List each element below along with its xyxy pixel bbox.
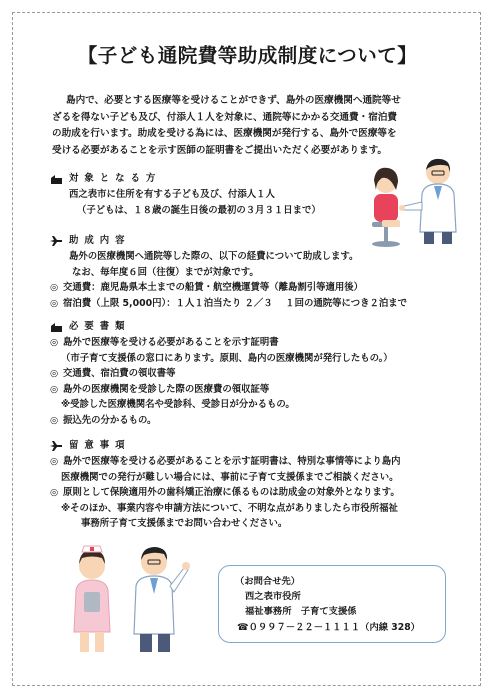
note-item: ※そのほか、事業内容や申請方法について、不明な点がありましたら市役所福祉 [61,502,398,514]
document-item-text: 振込先の分かるもの。 [63,414,157,426]
section-heading [50,318,470,335]
contact-phone: ☎０９９７－２２－１１１１（内線 328） [237,621,420,633]
intro-line: 受ける必要があることを示す医師の証明書をご提出いただく必要があります。 [52,144,388,156]
intro-line: ざるを得ない子ども及び、付添人１人を対象に、通院等にかかる交通費・宿泊費 [52,111,397,123]
contact-heading: （お問合せ先） [235,576,301,587]
airplane-icon [50,440,62,452]
building-icon [50,173,62,185]
page-title: 【子ども通院費等助成制度について】 [77,44,418,67]
bullet-mark: ◎ [50,337,59,348]
document-item [50,335,470,351]
section-heading-text: 留意事項 [69,439,131,451]
note-item-cont: 医療機関での発行が難しい場合には、事前に子育て支援係までご相談ください。 [61,471,399,483]
document-item-text: 交通費、宿泊費の領収書等 [63,368,176,380]
subsidy-line: 島外の医療機関へ通院等した際の、以下の経費について助成します。 [69,251,359,262]
bullet-mark: ◎ [50,368,59,380]
contact-box [218,565,446,643]
subsidy-item [50,296,470,312]
target-line: 西之表市に住所を有する子ども及び、付添人１人 [69,189,275,200]
subsidy-line: なお、毎年度６回（往復）までが対象です。 [72,266,259,278]
note-item-text: 原則として保険適用外の歯科矯正治療に係るものは助成金の対象外となります。 [63,487,400,499]
note-item [50,454,470,470]
bullet-mark: ◎ [50,414,59,426]
document-item [50,382,470,398]
bullet-mark: ◎ [50,297,59,309]
bullet-mark: ◎ [50,456,59,467]
child-doctor-illustration [360,150,470,250]
document-item-text: 島外で医療等を受ける必要があることを示す証明書 [63,337,279,348]
intro-line: の助成を行います。助成を受ける為には、医療機関が発行する、島外で医療等を [52,128,397,139]
contact-dept: 福祉事務所 子育て支援係 [245,606,357,618]
document-item [50,413,470,429]
document-note: ※受診した医療機関名や受診科、受診日が分かるもの。 [61,399,295,411]
note-item [50,485,470,501]
note-item-cont: 事務所子育て支援係までお問い合わせください。 [81,518,288,530]
section-heading [50,437,470,454]
note-item-text: 島外で医療等を受ける必要があることを示す証明書は、特別な事情等により島内 [63,456,401,467]
bullet-mark: ◎ [50,487,59,499]
subsidy-item [50,280,470,296]
building-icon [50,321,62,333]
intro-line: 島内で、必要とする医療等を受けることができず、島外の医療機関へ通院等せ [66,95,401,106]
section-documents [50,318,470,429]
nurse-doctor-illustration [62,540,192,658]
document-item [50,366,470,382]
subsidy-item-text: 宿泊費（上限 5,000円）：１人１泊当たり ２／３ １回の通院等につき２泊まで [63,297,407,309]
bullet-mark: ◎ [50,282,59,294]
section-heading-text: 必要書類 [69,320,131,332]
section-heading-text: 助成内容 [69,234,131,246]
target-line: （子どもは、１８歳の誕生日後の最初の３月３１日まで） [77,204,321,216]
section-heading-text: 対象となる方 [69,172,162,184]
contact-org: 西之表市役所 [245,591,301,603]
section-notes [50,437,470,532]
document-note: （市子育て支援係の窓口にあります。原則、島内の医療機関が発行したもの。） [61,352,393,364]
bullet-mark: ◎ [50,383,59,395]
subsidy-item-text: 交通費：鹿児島県本土までの船賃・航空機運賃等（離島割引等適用後） [63,282,364,294]
document-item-text: 島外の医療機関を受診した際の医療費の領収証等 [63,383,270,395]
airplane-icon [50,235,62,247]
